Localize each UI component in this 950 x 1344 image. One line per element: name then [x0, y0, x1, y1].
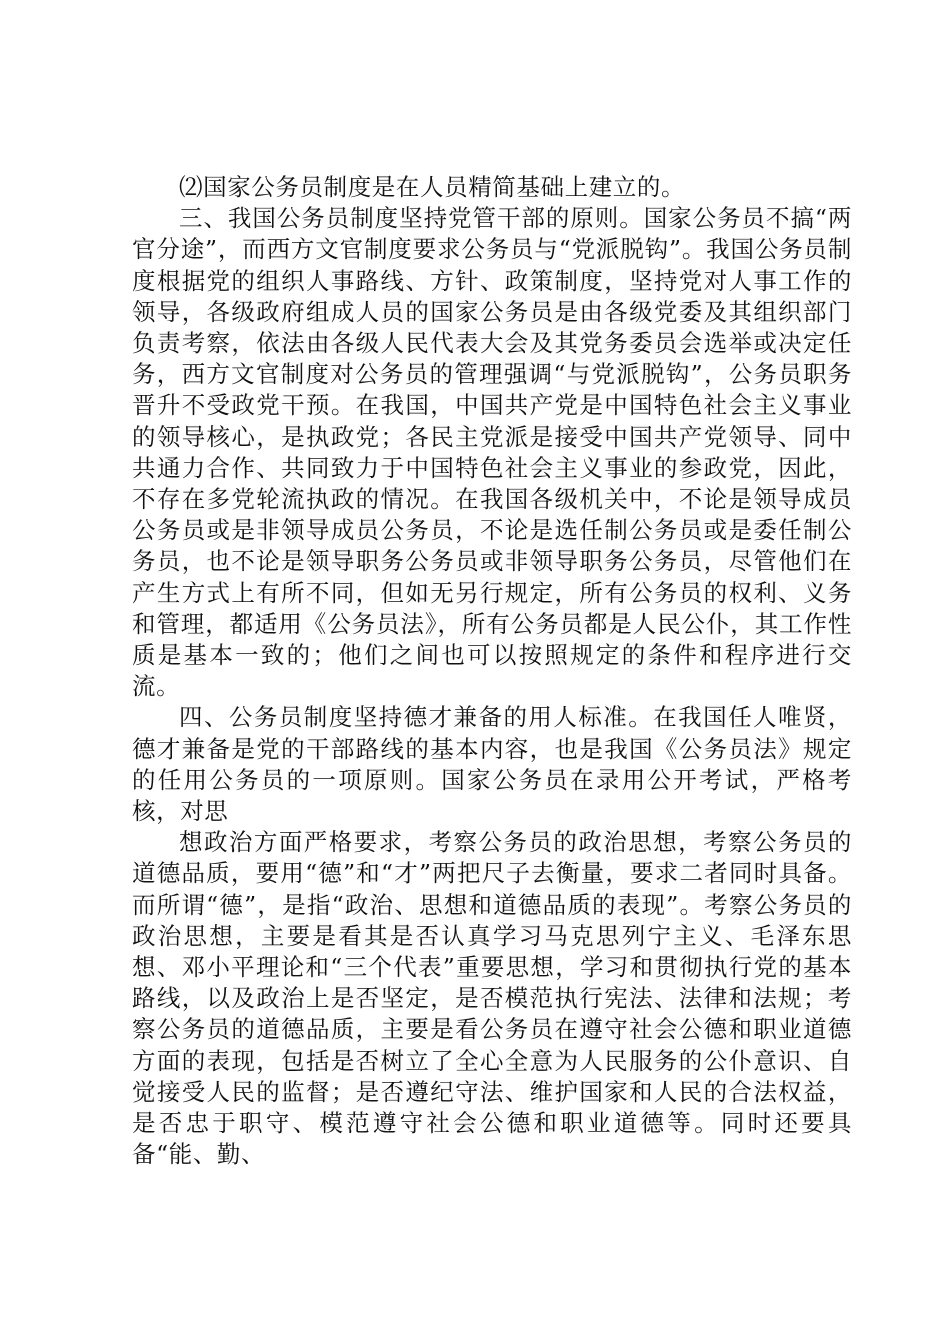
document-body: [132, 172, 852, 1171]
paragraph-virtue-and-talent: 四、公务员制度坚持德才兼备的用人标准。在我国任人唯贤，德才兼备是党的干部路线的基本内容，也是我国《公务员法》规定的任用公务员的一项原则。国家公务员在录用公开考试，严格考核，对思: [132, 703, 852, 826]
paragraph-party-manages-cadres: 三、我国公务员制度坚持党管干部的原则。国家公务员不搞“两官分途”，而西方文官制度要求公务员与“党派脱钩”。我国公务员制度根据党的组织人事路线、方针、政策制度，坚持党对人事工作的领导，各级政府组成人员的国家公务员是由各级党委及其组织部门负责考察，依法由各级人民代表大会及其党务委员会选举或决定任务，西方文官制度对公务员的管理强调“与党派脱钩”，公务员职务晋升不受政党干预。在我国，中国共产党是中国特色社会主义事业的领导核心，是执政党；各民主党派是接受中国共产党领导、同中共通力合作、共同致力于中国特色社会主义事业的参政党，因此，不存在多党轮流执政的情况。在我国各级机关中，不论是领导成员公务员或是非领导成员公务员，不论是选任制公务员或是委任制公务员，也不论是领导职务公务员或非领导职务公务员，尽管他们在产生方式上有所不同，但如无另行规定，所有公务员的权利、义务和管理，都适用《公务员法》，所有公务员都是人民公仆，其工作性质是基本一致的；他们之间也可以按照规定的条件和程序进行交流。: [132, 204, 852, 701]
paragraph-political-ideology: 想政治方面严格要求，考察公务员的政治思想，考察公务员的道德品质，要用“德”和“才”两把尺子去衡量，要求二者同时具备。而所谓“德”，是指“政治、思想和道德品质的表现”。考察公务员的政治思想，主要是看其是否认真学习马克思列宁主义、毛泽东思想、邓小平理论和“三个代表”重要思想，学习和贯彻执行党的基本路线，以及政治上是否坚定，是否模范执行宪法、法律和法规；考察公务员的道德品质，主要是看公务员在遵守社会公德和职业道德方面的表现，包括是否树立了全心全意为人民服务的公仆意识、自觉接受人民的监督；是否遵纪守法、维护国家和人民的合法权益，是否忠于职守、模范遵守社会公德和职业道德等。同时还要具备“能、勤、: [132, 828, 852, 1169]
paragraph-civil-service-streamlining: ⑵国家公务员制度是在人员精简基础上建立的。: [179, 173, 686, 201]
